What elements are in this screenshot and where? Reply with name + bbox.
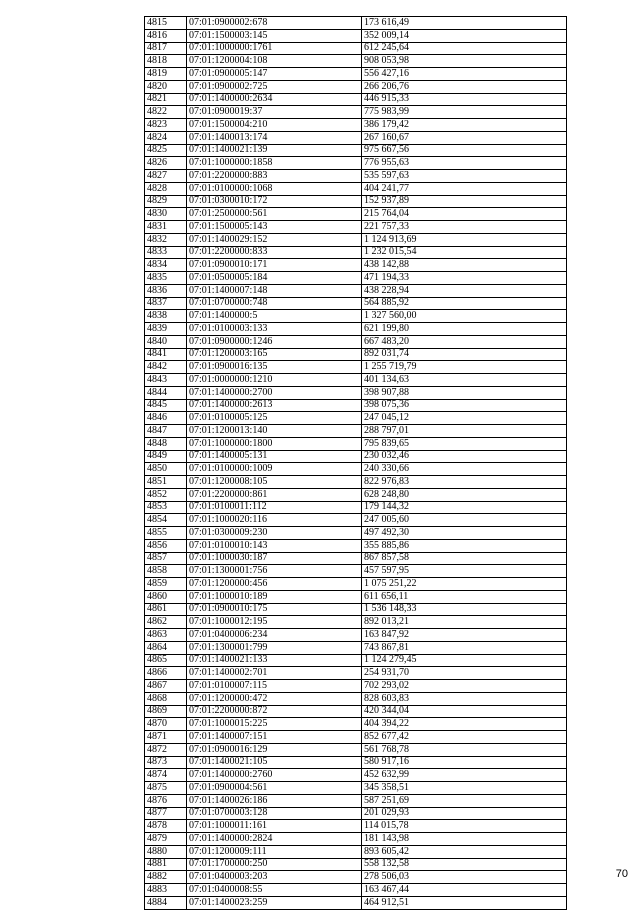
cadastral-value-cell: 611 656,11 xyxy=(362,590,567,603)
cadastral-number-cell: 07:01:0900016:135 xyxy=(187,361,362,374)
table-row xyxy=(145,603,567,616)
cadastral-number-cell: 07:01:1000030:187 xyxy=(187,552,362,565)
row-number-cell: 4856 xyxy=(145,539,187,552)
table-row xyxy=(145,348,567,361)
table-row xyxy=(145,323,567,336)
cadastral-value-cell: 558 132,58 xyxy=(362,858,567,871)
table-row xyxy=(145,845,567,858)
cadastral-number-cell: 07:01:1400007:148 xyxy=(187,284,362,297)
table-row xyxy=(145,514,567,527)
row-number-cell: 4838 xyxy=(145,310,187,323)
row-number-cell: 4880 xyxy=(145,845,187,858)
cadastral-number-cell: 07:01:1400005:131 xyxy=(187,450,362,463)
cadastral-number-cell: 07:01:0100005:125 xyxy=(187,412,362,425)
table-row xyxy=(145,896,567,909)
row-number-cell: 4862 xyxy=(145,616,187,629)
cadastral-number-cell: 07:01:2200000:872 xyxy=(187,705,362,718)
row-number-cell: 4818 xyxy=(145,55,187,68)
row-number-cell: 4871 xyxy=(145,731,187,744)
row-number-cell: 4858 xyxy=(145,565,187,578)
table-row xyxy=(145,425,567,438)
table-row xyxy=(145,335,567,348)
row-number-cell: 4845 xyxy=(145,399,187,412)
row-number-cell: 4827 xyxy=(145,170,187,183)
row-number-cell: 4884 xyxy=(145,896,187,909)
cadastral-value-cell: 401 134,63 xyxy=(362,374,567,387)
table-row xyxy=(145,80,567,93)
cadastral-value-cell: 163 467,44 xyxy=(362,884,567,897)
table-row xyxy=(145,259,567,272)
row-number-cell: 4820 xyxy=(145,80,187,93)
row-number-cell: 4873 xyxy=(145,756,187,769)
cadastral-value-cell: 775 983,99 xyxy=(362,106,567,119)
cadastral-value-cell: 464 912,51 xyxy=(362,896,567,909)
table-row xyxy=(145,667,567,680)
cadastral-value-cell: 621 199,80 xyxy=(362,323,567,336)
table-row xyxy=(145,361,567,374)
row-number-cell: 4844 xyxy=(145,386,187,399)
cadastral-number-cell: 07:01:0100000:1068 xyxy=(187,182,362,195)
row-number-cell: 4878 xyxy=(145,820,187,833)
row-number-cell: 4831 xyxy=(145,221,187,234)
row-number-cell: 4839 xyxy=(145,323,187,336)
cadastral-number-cell: 07:01:1200000:472 xyxy=(187,692,362,705)
table-row xyxy=(145,552,567,565)
table-row xyxy=(145,233,567,246)
cadastral-number-cell: 07:01:1000000:1800 xyxy=(187,437,362,450)
row-number-cell: 4859 xyxy=(145,578,187,591)
cadastral-value-cell: 743 867,81 xyxy=(362,641,567,654)
table-row xyxy=(145,208,567,221)
cadastral-number-cell: 07:01:1400007:151 xyxy=(187,731,362,744)
cadastral-number-cell: 07:01:1200013:140 xyxy=(187,425,362,438)
row-number-cell: 4882 xyxy=(145,871,187,884)
cadastral-value-cell: 181 143,98 xyxy=(362,833,567,846)
row-number-cell: 4841 xyxy=(145,348,187,361)
table-row xyxy=(145,93,567,106)
cadastral-value-cell: 497 492,30 xyxy=(362,527,567,540)
cadastral-value-cell: 893 605,42 xyxy=(362,845,567,858)
table-row xyxy=(145,399,567,412)
row-number-cell: 4847 xyxy=(145,425,187,438)
table-row xyxy=(145,782,567,795)
cadastral-number-cell: 07:01:1400000:2634 xyxy=(187,93,362,106)
cadastral-number-cell: 07:01:0100010:143 xyxy=(187,539,362,552)
table-row xyxy=(145,641,567,654)
row-number-cell: 4854 xyxy=(145,514,187,527)
table-row xyxy=(145,718,567,731)
cadastral-value-cell: 1 124 913,69 xyxy=(362,233,567,246)
row-number-cell: 4857 xyxy=(145,552,187,565)
cadastral-number-cell: 07:01:1400013:174 xyxy=(187,131,362,144)
table-row xyxy=(145,807,567,820)
cadastral-value-cell: 201 029,93 xyxy=(362,807,567,820)
row-number-cell: 4849 xyxy=(145,450,187,463)
table-row xyxy=(145,488,567,501)
table-row xyxy=(145,501,567,514)
row-number-cell: 4875 xyxy=(145,782,187,795)
cadastral-value-cell: 240 330,66 xyxy=(362,463,567,476)
cadastral-value-cell: 580 917,16 xyxy=(362,756,567,769)
cadastral-number-cell: 07:01:0100003:133 xyxy=(187,323,362,336)
table-row xyxy=(145,654,567,667)
cadastral-value-cell: 404 241,77 xyxy=(362,182,567,195)
cadastral-number-cell: 07:01:1000020:116 xyxy=(187,514,362,527)
cadastral-value-cell: 355 885,86 xyxy=(362,539,567,552)
cadastral-value-cell: 556 427,16 xyxy=(362,68,567,81)
row-number-cell: 4823 xyxy=(145,119,187,132)
row-number-cell: 4869 xyxy=(145,705,187,718)
cadastral-value-cell: 892 013,21 xyxy=(362,616,567,629)
table-row xyxy=(145,297,567,310)
row-number-cell: 4855 xyxy=(145,527,187,540)
cadastral-number-cell: 07:01:0100011:112 xyxy=(187,501,362,514)
row-number-cell: 4825 xyxy=(145,144,187,157)
row-number-cell: 4830 xyxy=(145,208,187,221)
table-row xyxy=(145,68,567,81)
row-number-cell: 4860 xyxy=(145,590,187,603)
cadastral-value-cell: 420 344,04 xyxy=(362,705,567,718)
cadastral-value-cell: 179 144,32 xyxy=(362,501,567,514)
table-row xyxy=(145,246,567,259)
table-row xyxy=(145,386,567,399)
cadastral-number-cell: 07:01:1400021:105 xyxy=(187,756,362,769)
cadastral-value-cell: 254 931,70 xyxy=(362,667,567,680)
cadastral-value-cell: 438 142,88 xyxy=(362,259,567,272)
cadastral-number-cell: 07:01:0400006:234 xyxy=(187,629,362,642)
row-number-cell: 4828 xyxy=(145,182,187,195)
cadastral-number-cell: 07:01:1200004:108 xyxy=(187,55,362,68)
cadastral-value-cell: 267 160,67 xyxy=(362,131,567,144)
cadastral-number-cell: 07:01:1400026:186 xyxy=(187,794,362,807)
cadastral-value-cell: 587 251,69 xyxy=(362,794,567,807)
cadastral-value-cell: 446 915,33 xyxy=(362,93,567,106)
cadastral-number-cell: 07:01:0700000:748 xyxy=(187,297,362,310)
row-number-cell: 4852 xyxy=(145,488,187,501)
table-row xyxy=(145,539,567,552)
row-number-cell: 4883 xyxy=(145,884,187,897)
cadastral-number-cell: 07:01:0900000:1246 xyxy=(187,335,362,348)
table-row xyxy=(145,756,567,769)
row-number-cell: 4815 xyxy=(145,17,187,30)
cadastral-number-cell: 07:01:2200000:833 xyxy=(187,246,362,259)
cadastral-number-cell: 07:01:2200000:861 xyxy=(187,488,362,501)
table-row xyxy=(145,884,567,897)
cadastral-number-cell: 07:01:1200000:456 xyxy=(187,578,362,591)
row-number-cell: 4835 xyxy=(145,272,187,285)
table-row xyxy=(145,590,567,603)
row-number-cell: 4826 xyxy=(145,157,187,170)
cadastral-number-cell: 07:01:2200000:883 xyxy=(187,170,362,183)
table-row xyxy=(145,131,567,144)
cadastral-value-cell: 667 483,20 xyxy=(362,335,567,348)
table-row xyxy=(145,310,567,323)
cadastral-number-cell: 07:01:0900002:725 xyxy=(187,80,362,93)
table-row xyxy=(145,871,567,884)
cadastral-value-cell: 908 053,98 xyxy=(362,55,567,68)
cadastral-number-cell: 07:01:1400000:2760 xyxy=(187,769,362,782)
cadastral-value-table xyxy=(144,16,567,910)
row-number-cell: 4840 xyxy=(145,335,187,348)
cadastral-value-cell: 247 005,60 xyxy=(362,514,567,527)
cadastral-number-cell: 07:01:0700003:128 xyxy=(187,807,362,820)
cadastral-value-cell: 564 885,92 xyxy=(362,297,567,310)
cadastral-number-cell: 07:01:1400000:2824 xyxy=(187,833,362,846)
table-row xyxy=(145,437,567,450)
cadastral-number-cell: 07:01:1000012:195 xyxy=(187,616,362,629)
table-row xyxy=(145,42,567,55)
cadastral-value-cell: 278 506,03 xyxy=(362,871,567,884)
row-number-cell: 4846 xyxy=(145,412,187,425)
table-row xyxy=(145,17,567,30)
cadastral-number-cell: 07:01:1400021:133 xyxy=(187,654,362,667)
cadastral-value-cell: 1 232 015,54 xyxy=(362,246,567,259)
table-row xyxy=(145,374,567,387)
cadastral-value-cell: 457 597,95 xyxy=(362,565,567,578)
cadastral-number-cell: 07:01:1300001:799 xyxy=(187,641,362,654)
cadastral-value-cell: 163 847,92 xyxy=(362,629,567,642)
cadastral-value-cell: 352 009,14 xyxy=(362,29,567,42)
row-number-cell: 4843 xyxy=(145,374,187,387)
row-number-cell: 4863 xyxy=(145,629,187,642)
row-number-cell: 4876 xyxy=(145,794,187,807)
row-number-cell: 4824 xyxy=(145,131,187,144)
table-row xyxy=(145,170,567,183)
cadastral-value-cell: 828 603,83 xyxy=(362,692,567,705)
table-row xyxy=(145,858,567,871)
cadastral-number-cell: 07:01:2500000:561 xyxy=(187,208,362,221)
table-row xyxy=(145,272,567,285)
row-number-cell: 4872 xyxy=(145,743,187,756)
row-number-cell: 4837 xyxy=(145,297,187,310)
cadastral-number-cell: 07:01:0000000:1210 xyxy=(187,374,362,387)
cadastral-number-cell: 07:01:1400002:701 xyxy=(187,667,362,680)
cadastral-number-cell: 07:01:1200003:165 xyxy=(187,348,362,361)
row-number-cell: 4850 xyxy=(145,463,187,476)
table-row xyxy=(145,182,567,195)
cadastral-number-cell: 07:01:1000011:161 xyxy=(187,820,362,833)
table-row xyxy=(145,476,567,489)
cadastral-number-cell: 07:01:1500004:210 xyxy=(187,119,362,132)
cadastral-value-cell: 1 536 148,33 xyxy=(362,603,567,616)
table-row xyxy=(145,119,567,132)
cadastral-value-cell: 776 955,63 xyxy=(362,157,567,170)
row-number-cell: 4861 xyxy=(145,603,187,616)
cadastral-value-cell: 398 075,36 xyxy=(362,399,567,412)
cadastral-number-cell: 07:01:1700000:250 xyxy=(187,858,362,871)
cadastral-number-cell: 07:01:1400000:2700 xyxy=(187,386,362,399)
table-row xyxy=(145,820,567,833)
cadastral-number-cell: 07:01:1300001:756 xyxy=(187,565,362,578)
cadastral-value-cell: 975 667,56 xyxy=(362,144,567,157)
cadastral-number-cell: 07:01:1400023:259 xyxy=(187,896,362,909)
cadastral-number-cell: 07:01:1200008:105 xyxy=(187,476,362,489)
cadastral-number-cell: 07:01:0900010:171 xyxy=(187,259,362,272)
cadastral-value-cell: 114 015,78 xyxy=(362,820,567,833)
cadastral-value-cell: 535 597,63 xyxy=(362,170,567,183)
page-number: 70 xyxy=(615,868,628,880)
table-row xyxy=(145,195,567,208)
row-number-cell: 4836 xyxy=(145,284,187,297)
table-row xyxy=(145,705,567,718)
table-row xyxy=(145,578,567,591)
cadastral-value-cell: 795 839,65 xyxy=(362,437,567,450)
cadastral-value-cell: 266 206,76 xyxy=(362,80,567,93)
cadastral-value-cell: 471 194,33 xyxy=(362,272,567,285)
cadastral-value-cell: 1 327 560,00 xyxy=(362,310,567,323)
cadastral-number-cell: 07:01:1000015:225 xyxy=(187,718,362,731)
cadastral-value-cell: 867 857,58 xyxy=(362,552,567,565)
cadastral-value-cell: 215 764,04 xyxy=(362,208,567,221)
table-row xyxy=(145,794,567,807)
cadastral-value-cell: 1 255 719,79 xyxy=(362,361,567,374)
row-number-cell: 4851 xyxy=(145,476,187,489)
cadastral-number-cell: 07:01:0500005:184 xyxy=(187,272,362,285)
table-row xyxy=(145,55,567,68)
table-row xyxy=(145,29,567,42)
table-row xyxy=(145,731,567,744)
cadastral-value-cell: 892 031,74 xyxy=(362,348,567,361)
cadastral-value-cell: 173 616,49 xyxy=(362,17,567,30)
table-row xyxy=(145,144,567,157)
row-number-cell: 4842 xyxy=(145,361,187,374)
table-row xyxy=(145,833,567,846)
row-number-cell: 4821 xyxy=(145,93,187,106)
cadastral-value-cell: 1 075 251,22 xyxy=(362,578,567,591)
cadastral-value-cell: 612 245,64 xyxy=(362,42,567,55)
row-number-cell: 4819 xyxy=(145,68,187,81)
table-row xyxy=(145,680,567,693)
table-row xyxy=(145,157,567,170)
table-row xyxy=(145,629,567,642)
row-number-cell: 4864 xyxy=(145,641,187,654)
cadastral-number-cell: 07:01:1400000:2613 xyxy=(187,399,362,412)
cadastral-number-cell: 07:01:0900010:175 xyxy=(187,603,362,616)
row-number-cell: 4817 xyxy=(145,42,187,55)
row-number-cell: 4865 xyxy=(145,654,187,667)
table-row xyxy=(145,527,567,540)
cadastral-number-cell: 07:01:0300010:172 xyxy=(187,195,362,208)
table-row xyxy=(145,412,567,425)
cadastral-value-cell: 822 976,83 xyxy=(362,476,567,489)
row-number-cell: 4881 xyxy=(145,858,187,871)
cadastral-value-cell: 628 248,80 xyxy=(362,488,567,501)
table-row xyxy=(145,565,567,578)
cadastral-number-cell: 07:01:0400008:55 xyxy=(187,884,362,897)
table-row xyxy=(145,769,567,782)
cadastral-number-cell: 07:01:0900002:678 xyxy=(187,17,362,30)
cadastral-number-cell: 07:01:1200009:111 xyxy=(187,845,362,858)
cadastral-value-cell: 247 045,12 xyxy=(362,412,567,425)
table-row xyxy=(145,743,567,756)
row-number-cell: 4853 xyxy=(145,501,187,514)
cadastral-value-cell: 561 768,78 xyxy=(362,743,567,756)
row-number-cell: 4822 xyxy=(145,106,187,119)
table-row xyxy=(145,221,567,234)
cadastral-value-cell: 852 677,42 xyxy=(362,731,567,744)
cadastral-number-cell: 07:01:1400000:5 xyxy=(187,310,362,323)
row-number-cell: 4834 xyxy=(145,259,187,272)
table-row xyxy=(145,450,567,463)
row-number-cell: 4870 xyxy=(145,718,187,731)
cadastral-number-cell: 07:01:0100007:115 xyxy=(187,680,362,693)
table-row xyxy=(145,284,567,297)
cadastral-number-cell: 07:01:0900016:129 xyxy=(187,743,362,756)
cadastral-value-cell: 152 937,89 xyxy=(362,195,567,208)
cadastral-number-cell: 07:01:1000000:1761 xyxy=(187,42,362,55)
cadastral-number-cell: 07:01:1000010:189 xyxy=(187,590,362,603)
cadastral-value-cell: 230 032,46 xyxy=(362,450,567,463)
row-number-cell: 4866 xyxy=(145,667,187,680)
cadastral-number-cell: 07:01:1500003:145 xyxy=(187,29,362,42)
cadastral-value-cell: 398 907,88 xyxy=(362,386,567,399)
cadastral-number-cell: 07:01:1000000:1858 xyxy=(187,157,362,170)
table-row xyxy=(145,692,567,705)
table-row xyxy=(145,616,567,629)
cadastral-number-cell: 07:01:0100000:1009 xyxy=(187,463,362,476)
row-number-cell: 4848 xyxy=(145,437,187,450)
row-number-cell: 4868 xyxy=(145,692,187,705)
cadastral-number-cell: 07:01:0400003:203 xyxy=(187,871,362,884)
cadastral-value-cell: 452 632,99 xyxy=(362,769,567,782)
row-number-cell: 4879 xyxy=(145,833,187,846)
row-number-cell: 4833 xyxy=(145,246,187,259)
cadastral-number-cell: 07:01:0900005:147 xyxy=(187,68,362,81)
cadastral-value-cell: 221 757,33 xyxy=(362,221,567,234)
cadastral-number-cell: 07:01:0300009:230 xyxy=(187,527,362,540)
cadastral-value-cell: 438 228,94 xyxy=(362,284,567,297)
cadastral-number-cell: 07:01:0900004:561 xyxy=(187,782,362,795)
cadastral-value-cell: 404 394,22 xyxy=(362,718,567,731)
cadastral-number-cell: 07:01:1500005:143 xyxy=(187,221,362,234)
cadastral-value-cell: 288 797,01 xyxy=(362,425,567,438)
table-row xyxy=(145,106,567,119)
cadastral-value-cell: 702 293,02 xyxy=(362,680,567,693)
cadastral-value-cell: 1 124 279,45 xyxy=(362,654,567,667)
row-number-cell: 4877 xyxy=(145,807,187,820)
cadastral-value-cell: 345 358,51 xyxy=(362,782,567,795)
table-body xyxy=(145,17,567,910)
table-row xyxy=(145,463,567,476)
cadastral-number-cell: 07:01:1400021:139 xyxy=(187,144,362,157)
cadastral-value-cell: 386 179,42 xyxy=(362,119,567,132)
cadastral-number-cell: 07:01:1400029:152 xyxy=(187,233,362,246)
row-number-cell: 4829 xyxy=(145,195,187,208)
cadastral-number-cell: 07:01:0900019:37 xyxy=(187,106,362,119)
row-number-cell: 4867 xyxy=(145,680,187,693)
row-number-cell: 4816 xyxy=(145,29,187,42)
row-number-cell: 4832 xyxy=(145,233,187,246)
row-number-cell: 4874 xyxy=(145,769,187,782)
